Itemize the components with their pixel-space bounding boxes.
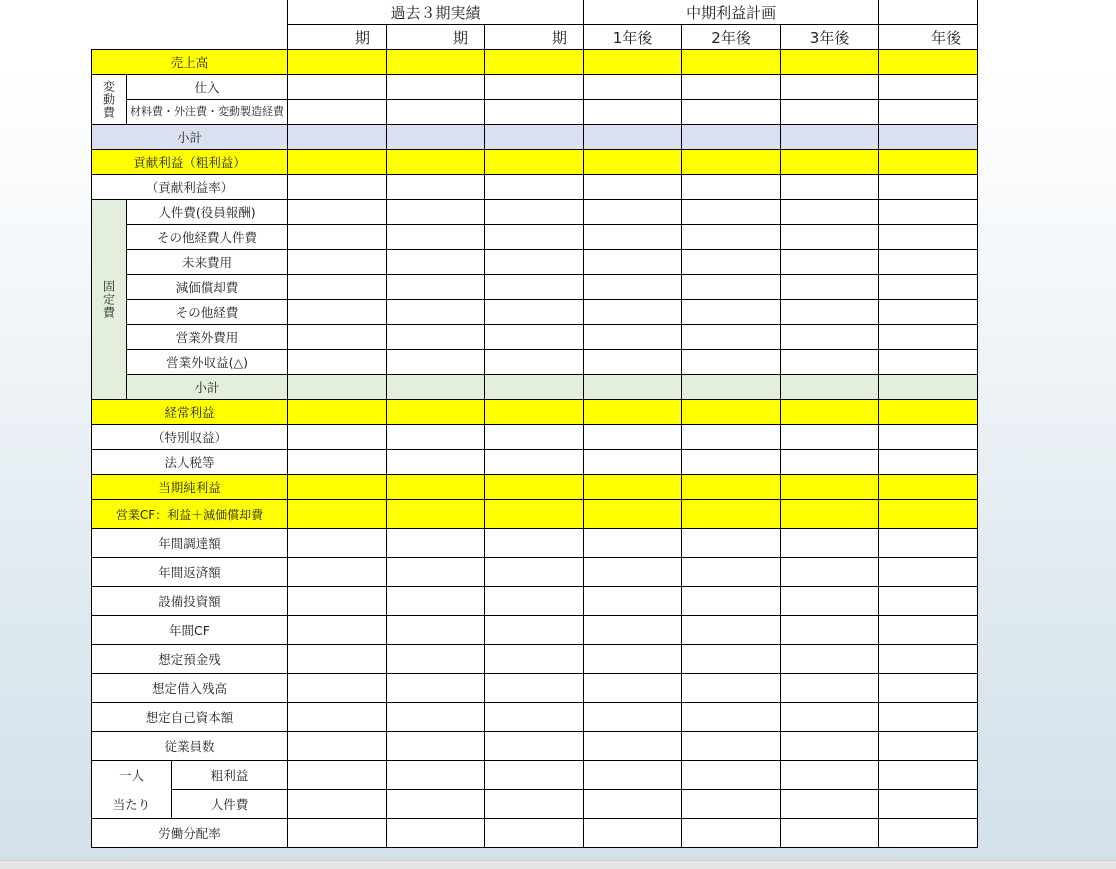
row-fixed-item	[92, 300, 978, 325]
value-cell[interactable]	[879, 350, 978, 375]
value-cell[interactable]	[682, 703, 781, 732]
period-header: 期	[387, 25, 485, 50]
header-extra	[879, 0, 978, 25]
row-label: 年間返済額	[92, 558, 288, 587]
value-cell[interactable]	[288, 100, 387, 125]
value-cell[interactable]	[387, 761, 485, 790]
row-per-person-gross	[92, 761, 978, 790]
header-blank	[92, 0, 288, 25]
value-cell[interactable]	[781, 558, 879, 587]
header-blank	[92, 25, 288, 50]
header-period-row	[92, 25, 978, 50]
value-cell[interactable]	[288, 761, 387, 790]
value-cell[interactable]	[879, 450, 978, 475]
value-cell[interactable]	[879, 732, 978, 761]
value-cell[interactable]	[288, 225, 387, 250]
value-cell[interactable]	[288, 819, 387, 848]
row-label: 想定自己資本額	[92, 703, 288, 732]
value-cell[interactable]	[584, 703, 682, 732]
value-cell[interactable]	[781, 100, 879, 125]
value-cell[interactable]	[682, 175, 781, 200]
value-cell[interactable]	[485, 819, 584, 848]
row-label: 材料費・外注費・変動製造経費	[127, 100, 288, 125]
value-cell[interactable]	[682, 250, 781, 275]
row-label: 営業CF：利益＋減価償却費	[92, 500, 288, 529]
value-cell[interactable]	[879, 819, 978, 848]
row-label: 粗利益	[172, 761, 288, 790]
value-cell[interactable]	[879, 225, 978, 250]
value-cell[interactable]	[288, 558, 387, 587]
value-cell[interactable]	[879, 529, 978, 558]
value-cell[interactable]	[288, 616, 387, 645]
value-cell[interactable]	[682, 125, 781, 150]
value-cell[interactable]	[879, 616, 978, 645]
value-cell[interactable]	[387, 674, 485, 703]
row-label: 想定預金残	[92, 645, 288, 674]
value-cell[interactable]	[288, 200, 387, 225]
value-cell[interactable]	[387, 475, 485, 500]
value-cell[interactable]	[584, 75, 682, 100]
value-cell[interactable]	[682, 275, 781, 300]
value-cell[interactable]	[485, 50, 584, 75]
row-label: 年間調達額	[92, 529, 288, 558]
value-cell[interactable]	[485, 645, 584, 674]
value-cell[interactable]	[682, 150, 781, 175]
value-cell[interactable]	[387, 50, 485, 75]
value-cell[interactable]	[584, 325, 682, 350]
row-label: （特別収益）	[92, 425, 288, 450]
value-cell[interactable]	[387, 150, 485, 175]
value-cell[interactable]	[879, 790, 978, 819]
row-subtotal-fixed	[92, 375, 978, 400]
value-cell[interactable]	[682, 645, 781, 674]
value-cell[interactable]	[879, 587, 978, 616]
row-label: 人件費	[172, 790, 288, 819]
value-cell[interactable]	[682, 475, 781, 500]
value-cell[interactable]	[584, 400, 682, 425]
value-cell[interactable]	[879, 703, 978, 732]
row-fixed-item	[92, 275, 978, 300]
value-cell[interactable]	[387, 100, 485, 125]
value-cell[interactable]	[879, 150, 978, 175]
value-cell[interactable]	[387, 529, 485, 558]
value-cell[interactable]	[682, 200, 781, 225]
row-net-income	[92, 475, 978, 500]
value-cell[interactable]	[879, 250, 978, 275]
value-cell[interactable]	[288, 450, 387, 475]
value-cell[interactable]	[781, 587, 879, 616]
value-cell[interactable]	[485, 674, 584, 703]
value-cell[interactable]	[485, 275, 584, 300]
row-cf-item	[92, 558, 978, 587]
value-cell[interactable]	[879, 761, 978, 790]
row-label: 設備投資額	[92, 587, 288, 616]
value-cell[interactable]	[682, 300, 781, 325]
value-cell[interactable]	[781, 325, 879, 350]
value-cell[interactable]	[879, 275, 978, 300]
row-ordinary-profit	[92, 400, 978, 425]
row-cf-item	[92, 645, 978, 674]
value-cell[interactable]	[288, 50, 387, 75]
value-cell[interactable]	[288, 350, 387, 375]
value-cell[interactable]	[879, 50, 978, 75]
value-cell[interactable]	[781, 703, 879, 732]
value-cell[interactable]	[387, 350, 485, 375]
value-cell[interactable]	[781, 645, 879, 674]
value-cell[interactable]	[288, 275, 387, 300]
row-label: 経常利益	[92, 400, 288, 425]
value-cell[interactable]	[682, 790, 781, 819]
value-cell[interactable]	[682, 674, 781, 703]
value-cell[interactable]	[387, 703, 485, 732]
value-cell[interactable]	[584, 475, 682, 500]
value-cell[interactable]	[584, 200, 682, 225]
row-cf-item	[92, 674, 978, 703]
value-cell[interactable]	[781, 616, 879, 645]
value-cell[interactable]	[584, 225, 682, 250]
value-cell[interactable]	[781, 450, 879, 475]
row-contribution	[92, 150, 978, 175]
value-cell[interactable]	[781, 300, 879, 325]
row-contribution-rate	[92, 175, 978, 200]
row-label: 法人税等	[92, 450, 288, 475]
row-label: 人件費(役員報酬)	[127, 200, 288, 225]
value-cell[interactable]	[682, 587, 781, 616]
row-cf-item	[92, 703, 978, 732]
value-cell[interactable]	[879, 674, 978, 703]
value-cell[interactable]	[584, 674, 682, 703]
row-label: 想定借入残高	[92, 674, 288, 703]
period-header: 年後	[879, 25, 978, 50]
value-cell[interactable]	[584, 350, 682, 375]
row-label: 貢献利益（粗利益）	[92, 150, 288, 175]
value-cell[interactable]	[879, 300, 978, 325]
row-corporate-tax	[92, 450, 978, 475]
value-cell[interactable]	[682, 761, 781, 790]
value-cell[interactable]	[485, 125, 584, 150]
row-fixed-item	[92, 200, 978, 225]
value-cell[interactable]	[682, 616, 781, 645]
value-cell[interactable]	[288, 300, 387, 325]
value-cell[interactable]	[485, 761, 584, 790]
value-cell[interactable]	[387, 325, 485, 350]
value-cell[interactable]	[584, 790, 682, 819]
value-cell[interactable]	[485, 425, 584, 450]
row-label: 仕入	[127, 75, 288, 100]
row-label: 年間CF	[92, 616, 288, 645]
value-cell[interactable]	[584, 616, 682, 645]
value-cell[interactable]	[387, 375, 485, 400]
value-cell[interactable]	[781, 200, 879, 225]
value-cell[interactable]	[485, 500, 584, 529]
value-cell[interactable]	[879, 558, 978, 587]
value-cell[interactable]	[387, 200, 485, 225]
value-cell[interactable]	[288, 500, 387, 529]
value-cell[interactable]	[781, 250, 879, 275]
value-cell[interactable]	[879, 645, 978, 674]
value-cell[interactable]	[485, 616, 584, 645]
value-cell[interactable]	[781, 475, 879, 500]
value-cell[interactable]	[879, 125, 978, 150]
value-cell[interactable]	[781, 175, 879, 200]
row-operating-cf	[92, 500, 978, 529]
row-fixed-item	[92, 250, 978, 275]
value-cell[interactable]	[879, 200, 978, 225]
value-cell[interactable]	[387, 732, 485, 761]
value-cell[interactable]	[879, 400, 978, 425]
row-label: 小計	[92, 125, 288, 150]
row-cf-item	[92, 616, 978, 645]
row-fixed-item	[92, 350, 978, 375]
value-cell[interactable]	[387, 587, 485, 616]
value-cell[interactable]	[387, 790, 485, 819]
header-group-row	[92, 0, 978, 25]
per-person-label-top: 一人	[92, 761, 172, 790]
row-label: 売上高	[92, 50, 288, 75]
value-cell[interactable]	[288, 375, 387, 400]
per-person-label-bottom: 当たり	[92, 790, 172, 819]
value-cell[interactable]	[387, 225, 485, 250]
value-cell[interactable]	[288, 125, 387, 150]
row-label: 従業員数	[92, 732, 288, 761]
value-cell[interactable]	[781, 150, 879, 175]
value-cell[interactable]	[288, 475, 387, 500]
value-cell[interactable]	[879, 500, 978, 529]
profit-plan-table	[91, 0, 978, 848]
value-cell[interactable]	[584, 250, 682, 275]
value-cell[interactable]	[682, 100, 781, 125]
period-header: 1年後	[584, 25, 682, 50]
value-cell[interactable]	[288, 674, 387, 703]
value-cell[interactable]	[485, 250, 584, 275]
value-cell[interactable]	[682, 558, 781, 587]
value-cell[interactable]	[584, 450, 682, 475]
row-label: 減価償却費	[127, 275, 288, 300]
value-cell[interactable]	[387, 425, 485, 450]
value-cell[interactable]	[485, 790, 584, 819]
value-cell[interactable]	[584, 425, 682, 450]
value-cell[interactable]	[682, 50, 781, 75]
value-cell[interactable]	[485, 150, 584, 175]
value-cell[interactable]	[879, 100, 978, 125]
value-cell[interactable]	[584, 819, 682, 848]
row-purchase	[92, 75, 978, 100]
value-cell[interactable]	[288, 587, 387, 616]
value-cell[interactable]	[387, 819, 485, 848]
value-cell[interactable]	[387, 250, 485, 275]
value-cell[interactable]	[781, 500, 879, 529]
value-cell[interactable]	[288, 75, 387, 100]
value-cell[interactable]	[781, 819, 879, 848]
row-label: （貢献利益率）	[92, 175, 288, 200]
row-labor-share	[92, 819, 978, 848]
row-per-person-personnel	[92, 790, 978, 819]
value-cell[interactable]	[781, 761, 879, 790]
value-cell[interactable]	[387, 175, 485, 200]
value-cell[interactable]	[485, 475, 584, 500]
value-cell[interactable]	[584, 558, 682, 587]
value-cell[interactable]	[387, 500, 485, 529]
value-cell[interactable]	[288, 325, 387, 350]
value-cell[interactable]	[682, 225, 781, 250]
bottom-bar	[0, 860, 1116, 869]
row-label: 当期純利益	[92, 475, 288, 500]
value-cell[interactable]	[485, 529, 584, 558]
value-cell[interactable]	[288, 400, 387, 425]
value-cell[interactable]	[288, 645, 387, 674]
period-header: 2年後	[682, 25, 781, 50]
value-cell[interactable]	[879, 375, 978, 400]
row-fixed-item	[92, 325, 978, 350]
header-past-results: 過去３期実績	[288, 0, 584, 25]
row-label: その他経費人件費	[127, 225, 288, 250]
value-cell[interactable]	[288, 250, 387, 275]
value-cell[interactable]	[682, 400, 781, 425]
value-cell[interactable]	[879, 175, 978, 200]
value-cell[interactable]	[485, 558, 584, 587]
row-cf-item	[92, 529, 978, 558]
value-cell[interactable]	[387, 275, 485, 300]
value-cell[interactable]	[781, 50, 879, 75]
value-cell[interactable]	[485, 350, 584, 375]
value-cell[interactable]	[485, 200, 584, 225]
value-cell[interactable]	[584, 645, 682, 674]
value-cell[interactable]	[584, 275, 682, 300]
value-cell[interactable]	[584, 100, 682, 125]
row-label: 営業外収益(△)	[127, 350, 288, 375]
row-label: 労働分配率	[92, 819, 288, 848]
value-cell[interactable]	[485, 100, 584, 125]
value-cell[interactable]	[485, 175, 584, 200]
value-cell[interactable]	[485, 375, 584, 400]
value-cell[interactable]	[879, 75, 978, 100]
row-sales	[92, 50, 978, 75]
value-cell[interactable]	[781, 400, 879, 425]
value-cell[interactable]	[781, 350, 879, 375]
row-label: 営業外費用	[127, 325, 288, 350]
value-cell[interactable]	[288, 703, 387, 732]
value-cell[interactable]	[387, 75, 485, 100]
value-cell[interactable]	[781, 674, 879, 703]
value-cell[interactable]	[584, 761, 682, 790]
value-cell[interactable]	[485, 587, 584, 616]
value-cell[interactable]	[584, 375, 682, 400]
value-cell[interactable]	[584, 50, 682, 75]
value-cell[interactable]	[288, 732, 387, 761]
value-cell[interactable]	[584, 125, 682, 150]
row-label: その他経費	[127, 300, 288, 325]
value-cell[interactable]	[781, 529, 879, 558]
value-cell[interactable]	[288, 175, 387, 200]
value-cell[interactable]	[879, 475, 978, 500]
value-cell[interactable]	[682, 529, 781, 558]
row-label: 未来費用	[127, 250, 288, 275]
row-cf-item	[92, 587, 978, 616]
value-cell[interactable]	[781, 790, 879, 819]
value-cell[interactable]	[584, 500, 682, 529]
value-cell[interactable]	[387, 300, 485, 325]
value-cell[interactable]	[682, 425, 781, 450]
row-subtotal-variable	[92, 125, 978, 150]
value-cell[interactable]	[781, 75, 879, 100]
value-cell[interactable]	[288, 150, 387, 175]
value-cell[interactable]	[485, 450, 584, 475]
row-materials	[92, 100, 978, 125]
value-cell[interactable]	[781, 225, 879, 250]
value-cell[interactable]	[485, 732, 584, 761]
value-cell[interactable]	[485, 300, 584, 325]
value-cell[interactable]	[485, 225, 584, 250]
value-cell[interactable]	[485, 400, 584, 425]
value-cell[interactable]	[485, 703, 584, 732]
value-cell[interactable]	[781, 732, 879, 761]
value-cell[interactable]	[682, 450, 781, 475]
row-fixed-item	[92, 225, 978, 250]
value-cell[interactable]	[485, 75, 584, 100]
period-header: 期	[485, 25, 584, 50]
value-cell[interactable]	[387, 450, 485, 475]
value-cell[interactable]	[682, 732, 781, 761]
value-cell[interactable]	[682, 819, 781, 848]
value-cell[interactable]	[387, 645, 485, 674]
value-cell[interactable]	[584, 300, 682, 325]
period-header: 3年後	[781, 25, 879, 50]
row-cf-item	[92, 732, 978, 761]
value-cell[interactable]	[288, 529, 387, 558]
value-cell[interactable]	[584, 529, 682, 558]
value-cell[interactable]	[485, 325, 584, 350]
value-cell[interactable]	[879, 325, 978, 350]
value-cell[interactable]	[682, 75, 781, 100]
value-cell[interactable]	[879, 425, 978, 450]
period-header: 期	[288, 25, 387, 50]
header-mid-term-plan: 中期利益計画	[584, 0, 879, 25]
fixed-cost-group-label: 固定費	[92, 200, 127, 400]
value-cell[interactable]	[387, 616, 485, 645]
value-cell[interactable]	[584, 150, 682, 175]
value-cell[interactable]	[682, 375, 781, 400]
value-cell[interactable]	[288, 425, 387, 450]
value-cell[interactable]	[584, 175, 682, 200]
value-cell[interactable]	[682, 350, 781, 375]
variable-cost-group-label: 変動費	[92, 75, 127, 125]
value-cell[interactable]	[387, 558, 485, 587]
row-special-gain	[92, 425, 978, 450]
value-cell[interactable]	[584, 732, 682, 761]
value-cell[interactable]	[781, 275, 879, 300]
value-cell[interactable]	[781, 125, 879, 150]
row-label: 小計	[127, 375, 288, 400]
value-cell[interactable]	[387, 125, 485, 150]
value-cell[interactable]	[781, 425, 879, 450]
value-cell[interactable]	[682, 500, 781, 529]
value-cell[interactable]	[781, 375, 879, 400]
value-cell[interactable]	[584, 587, 682, 616]
value-cell[interactable]	[682, 325, 781, 350]
value-cell[interactable]	[288, 790, 387, 819]
value-cell[interactable]	[387, 400, 485, 425]
